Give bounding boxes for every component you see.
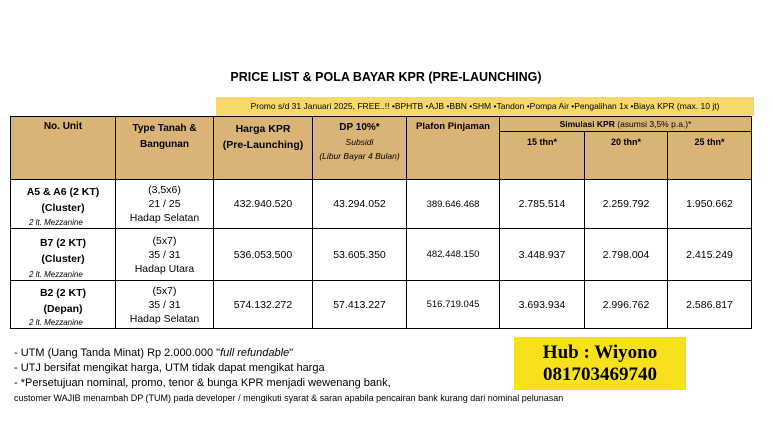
table-row xyxy=(11,281,752,329)
page-title: PRICE LIST & POLA BAYAR KPR (PRE-LAUNCHING) xyxy=(230,70,542,84)
note-customer: customer WAJIB menambah DP (TUM) pada developer / mengikuti syarat & saran apabila pencairan bank kurang dari nominal pelunasan xyxy=(14,393,564,403)
header-dp: DP 10%* Subsidi (Libur Bayar 4 Bulan) xyxy=(313,117,407,180)
cell-tenor-15: 3.693.934 xyxy=(500,281,585,329)
table-row xyxy=(11,180,752,229)
header-harga-kpr: Harga KPR (Pre-Launching) xyxy=(214,117,313,180)
header-type: Type Tanah & Bangunan xyxy=(116,117,214,180)
cell-dp: 53.605.350 xyxy=(313,229,407,281)
cell-tenor-25: 2.415.249 xyxy=(668,229,752,281)
header-tenor-20: 20 thn* xyxy=(585,132,668,180)
cell-harga: 432.940.520 xyxy=(214,180,313,229)
cell-harga: 574.132.272 xyxy=(214,281,313,329)
note-utm: - UTM (Uang Tanda Minat) Rp 2.000.000 "full refundable" xyxy=(14,347,294,359)
note-utj: - UTJ bersifat mengikat harga, UTM tidak dapat mengikat harga xyxy=(14,362,325,374)
cell-tenor-20: 2.996.762 xyxy=(585,281,668,329)
cell-tenor-15: 2.785.514 xyxy=(500,180,585,229)
note-persetujuan: - *Persetujuan nominal, promo, tenor & bunga KPR menjadi wewenang bank, xyxy=(14,377,391,389)
promo-banner: Promo s/d 31 Januari 2025, FREE..!! •BPHTB •AJB •BBN •SHM •Tandon •Pompa Air •Pengalihan 1x •Biaya KPR (max. 10 jt) xyxy=(216,97,754,116)
cell-type: (5x7) 35 / 31 Hadap Selatan xyxy=(116,281,214,329)
cell-harga: 536.053.500 xyxy=(214,229,313,281)
header-plafon: Plafon Pinjaman xyxy=(407,117,500,180)
cell-unit: A5 & A6 (2 KT) (Cluster) 2 lt. Mezzanine xyxy=(11,180,116,229)
cell-tenor-15: 3.448.937 xyxy=(500,229,585,281)
header-no-unit: No. Unit xyxy=(11,117,116,180)
cell-unit: B2 (2 KT) (Depan) 2 lt. Mezzanine xyxy=(11,281,116,329)
cell-type: (5x7) 35 / 31 Hadap Utara xyxy=(116,229,214,281)
cell-plafon: 482.448.150 xyxy=(407,229,500,281)
cell-dp: 43.294.052 xyxy=(313,180,407,229)
header-simulasi: Simulasi KPR (asumsi 3,5% p.a.)* xyxy=(500,117,752,132)
cell-unit: B7 (2 KT) (Cluster) 2 lt. Mezzanine xyxy=(11,229,116,281)
table-header-row xyxy=(11,117,752,132)
cell-plafon: 516.719.045 xyxy=(407,281,500,329)
cell-dp: 57.413.227 xyxy=(313,281,407,329)
table-row xyxy=(11,229,752,281)
cell-tenor-20: 2.798.004 xyxy=(585,229,668,281)
notes-section xyxy=(14,346,563,406)
cell-plafon: 389.646.468 xyxy=(407,180,500,229)
contact-name: Hub : Wiyono xyxy=(542,342,658,363)
price-table xyxy=(10,116,752,329)
contact-box xyxy=(514,337,686,390)
cell-tenor-25: 1.950.662 xyxy=(668,180,752,229)
cell-type: (3,5x6) 21 / 25 Hadap Selatan xyxy=(116,180,214,229)
cell-tenor-25: 2.586.817 xyxy=(668,281,752,329)
header-tenor-15: 15 thn* xyxy=(500,132,585,180)
cell-tenor-20: 2.259.792 xyxy=(585,180,668,229)
header-tenor-25: 25 thn* xyxy=(668,132,752,180)
contact-phone: 081703469740 xyxy=(543,364,657,385)
